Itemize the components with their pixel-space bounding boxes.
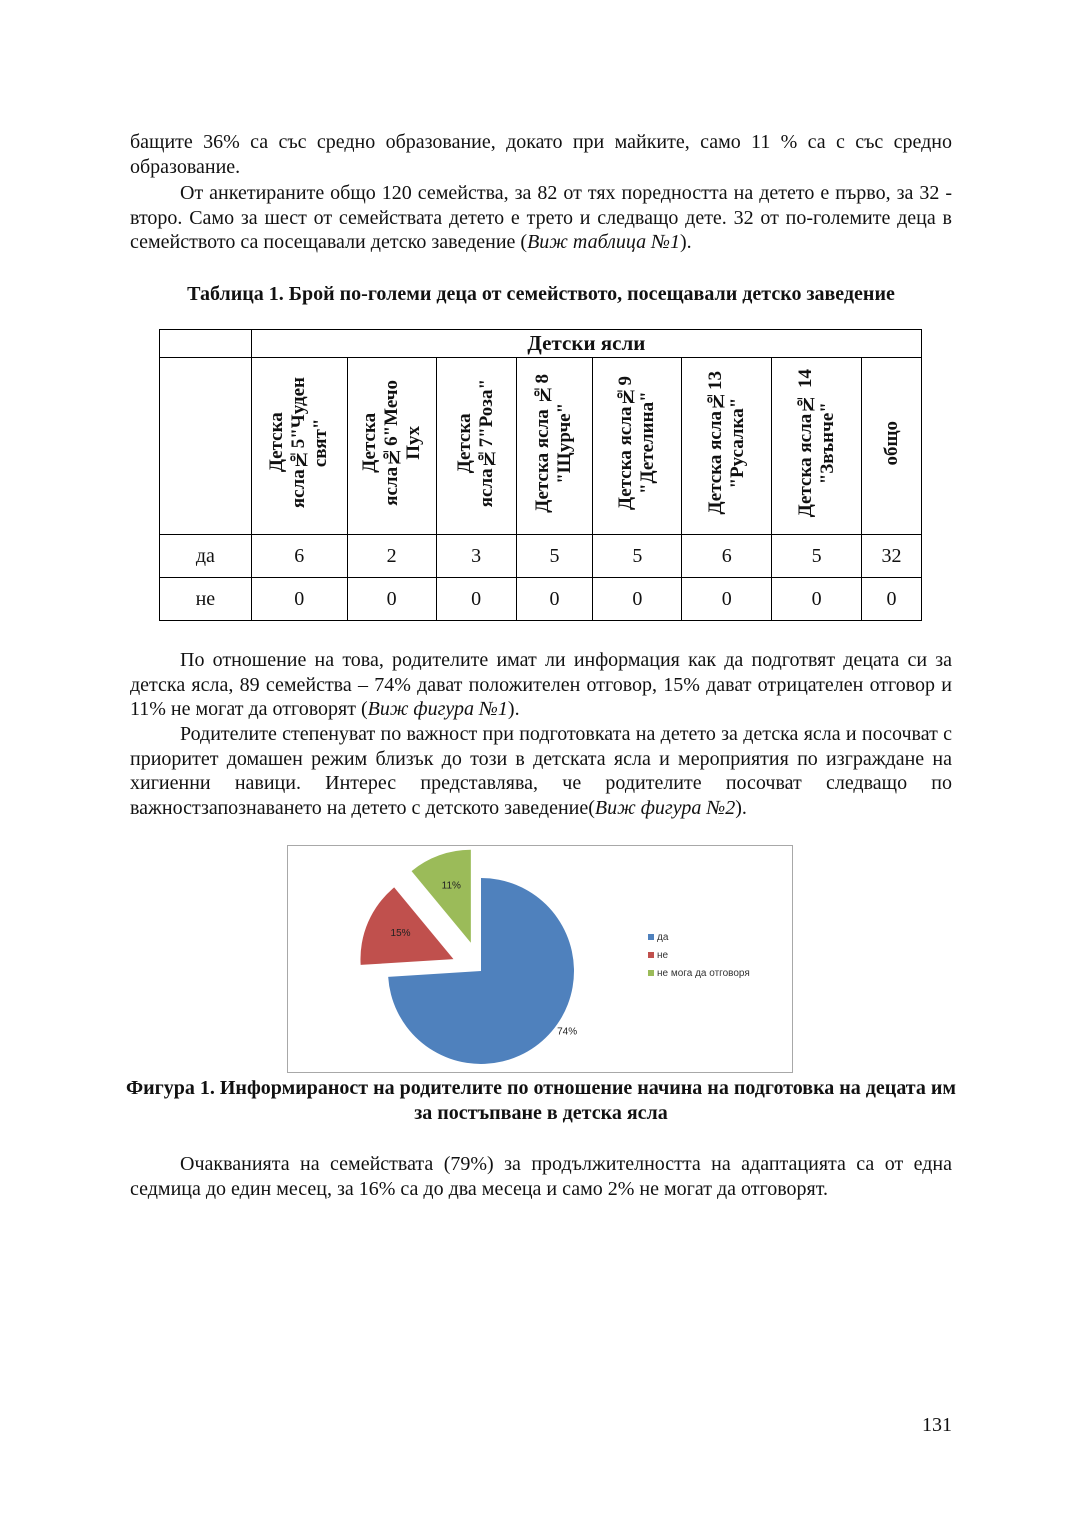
column-header: Детска ясла№6"Мечо Пух xyxy=(347,358,436,535)
column-header: Детска ясла№7"Роза" xyxy=(436,358,516,535)
legend-swatch xyxy=(648,952,654,958)
pie-data-label: 11% xyxy=(441,880,461,892)
table-group-header: Детски ясли xyxy=(251,330,921,358)
table-cell: 0 xyxy=(436,578,516,621)
table-cell: 0 xyxy=(516,578,593,621)
table-cell: 2 xyxy=(347,535,436,578)
table-cell: 0 xyxy=(347,578,436,621)
paragraph-3: По отношение на това, родителите имат ли информация как да подготвят децата си за детска ясла, 89 семейства – 74% дават положителен отговор, 15% дават отрицателен отговор и 11% не могат да отговорят (Виж фигура №1). xyxy=(130,649,952,720)
paragraph-4: Родителите степенуват по важност при подготовката на детето за детска ясла и посочват с приоритет домашен режим близък до този в детската ясла и мероприятия по изграждане на хигиенни навици. Интерес представлява, че родителите посочват следващо по важностзапознаването на детето с детското заведение(Виж фигура №2). xyxy=(130,723,952,819)
pie-slice-1 xyxy=(388,878,574,1064)
pie-chart xyxy=(287,845,793,1073)
table-cell: 5 xyxy=(593,535,682,578)
column-header: Детска ясла№5"Чуден свят" xyxy=(251,358,347,535)
row-label: да xyxy=(160,535,252,578)
table-cell: 5 xyxy=(772,535,862,578)
paragraph-5: Очакванията на семействата (79%) за продължителността на адаптацията са от една седмица до един месец, за 16% са до два месеца и само 2% не могат да отговорят. xyxy=(130,1153,952,1200)
table-cell: 0 xyxy=(772,578,862,621)
table-cell: 32 xyxy=(862,535,922,578)
legend-label: не мога да отговоря xyxy=(657,968,750,979)
row-label: не xyxy=(160,578,252,621)
legend-swatch xyxy=(648,970,654,976)
legend-label: да xyxy=(657,932,669,943)
pie-data-label: 74% xyxy=(557,1026,578,1038)
figure-reference: Виж фигура №2 xyxy=(594,796,736,819)
table-row xyxy=(160,535,922,578)
pie-data-label: 15% xyxy=(390,928,411,940)
paragraph-1: бащите 36% са със средно образование, докато при майките, само 11 % са с със средно образование. xyxy=(130,131,952,178)
column-header: Детска ясла№ 14 "Звънче" xyxy=(772,358,862,535)
column-header: Детска ясла№9 "Детелина" xyxy=(593,358,682,535)
legend-label: не xyxy=(657,950,669,961)
table-row xyxy=(160,578,922,621)
data-table xyxy=(159,329,922,621)
table-header-empty xyxy=(160,358,252,535)
column-header: Детска ясла№13 "Русалка" xyxy=(682,358,772,535)
table-cell: 3 xyxy=(436,535,516,578)
table-reference: Виж таблица №1 xyxy=(527,231,680,253)
table-cell: 0 xyxy=(593,578,682,621)
table-cell: 0 xyxy=(251,578,347,621)
page-number: 131 xyxy=(922,1414,952,1436)
column-header: Детска ясла №8 "Щурче" xyxy=(516,358,593,535)
table-cell: 6 xyxy=(251,535,347,578)
figure-reference: Виж фигура №1 xyxy=(367,698,508,720)
table-cell: 0 xyxy=(862,578,922,621)
table-corner-cell xyxy=(160,330,252,358)
table-cell: 5 xyxy=(516,535,593,578)
table-cell: 6 xyxy=(682,535,772,578)
column-header: общо xyxy=(862,358,922,535)
legend-swatch xyxy=(648,934,654,940)
table-caption: Таблица 1. Брой по-големи деца от семейството, посещавали детско заведение xyxy=(187,283,895,305)
table-cell: 0 xyxy=(682,578,772,621)
figure-caption: Фигура 1. Информираност на родителите по отношение начина на подготовка на децата им за постъпване в детска ясла xyxy=(125,1077,957,1124)
pie-chart-svg xyxy=(288,846,792,1072)
paragraph-2: От анкетираните общо 120 семейства, за 82 от тях поредността на детето е първо, за 32 - второ. Само за шест от семействата детето е трето и следващо дете. 32 от по-големите деца в семейството са посещавали детско заведение (Виж таблица №1). xyxy=(130,182,952,253)
